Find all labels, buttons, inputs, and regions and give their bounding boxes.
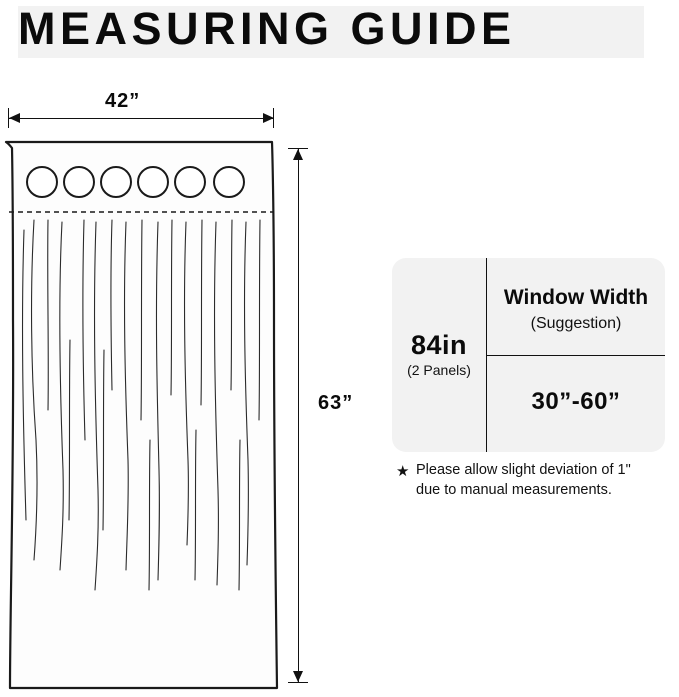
curtain-panel-illustration (0, 140, 290, 692)
note-line-1: Please allow slight deviation of 1" (416, 462, 631, 478)
window-width-title: Window Width (503, 286, 649, 309)
height-arrow-up-icon (293, 149, 303, 160)
panel-count-label: (2 Panels) (407, 362, 471, 378)
card-horizontal-divider (486, 355, 665, 356)
width-arrow-right-icon (263, 113, 274, 123)
window-width-subtitle: (Suggestion) (530, 315, 622, 332)
width-arrow-left-icon (9, 113, 20, 123)
star-icon: ★ (396, 463, 410, 480)
page-title: MEASURING GUIDE (18, 3, 516, 54)
height-dimension-bottom-cap (288, 682, 308, 683)
height-arrow-down-icon (293, 671, 303, 682)
height-dimension-line (298, 148, 299, 683)
window-width-range-value: 30”-60” (531, 388, 621, 415)
width-dimension-line (8, 118, 274, 119)
panel-size-value: 84in (410, 330, 468, 360)
width-dimension-label: 42” (105, 90, 141, 112)
note-line-2: due to manual measurements. (416, 482, 612, 498)
height-dimension-label: 63” (318, 392, 354, 414)
